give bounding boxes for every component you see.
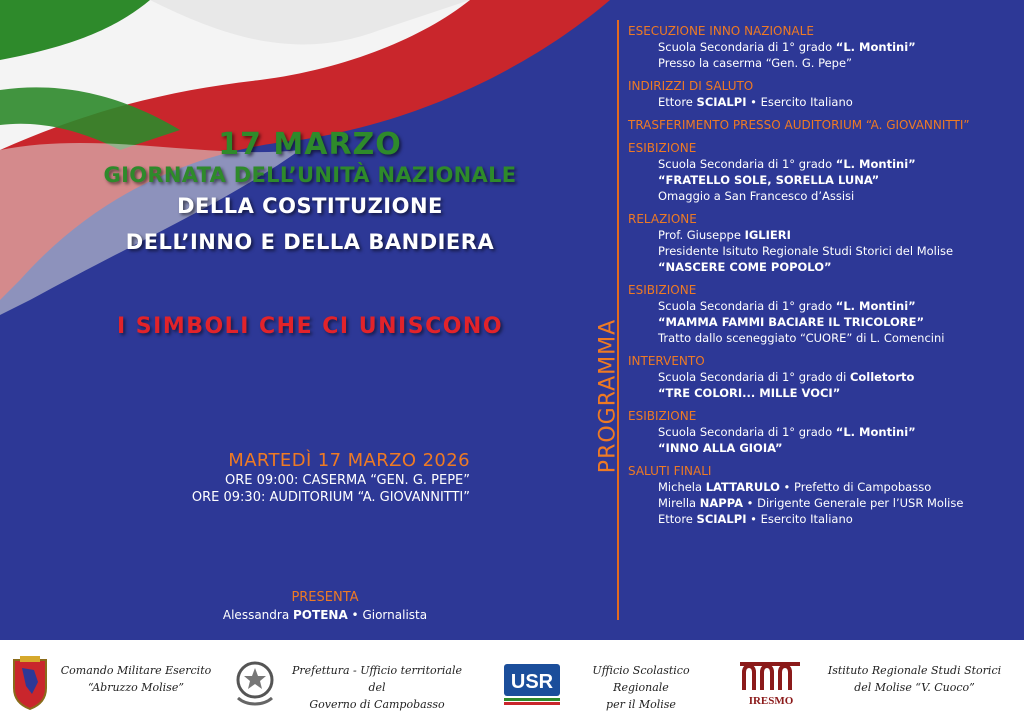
program-line xyxy=(658,298,1018,314)
program-section xyxy=(628,354,1018,401)
program-line-pre: Scuola Secondaria di 1° grado xyxy=(658,157,836,171)
program-section xyxy=(628,79,1018,110)
program-section xyxy=(628,141,1018,204)
program-line xyxy=(658,188,1018,204)
program-line-bold: LATTARULO xyxy=(705,480,780,494)
program-section xyxy=(628,283,1018,346)
program-line-post: • Esercito Italiano xyxy=(746,512,853,526)
date-title: 17 MARZO xyxy=(218,127,402,162)
org-prefecture-line1: Prefettura - Ufficio territoriale del xyxy=(292,664,462,694)
iresmo-logo-icon xyxy=(738,654,804,710)
iresmo-logo-text: IRESMO xyxy=(748,695,794,707)
program-line-bold: “L. Montini” xyxy=(835,425,916,439)
program-line-bold: “NASCERE COME POPOLO” xyxy=(658,260,832,274)
program-section-title: INTERVENTO xyxy=(628,354,705,368)
program-line-bold: “L. Montini” xyxy=(835,40,916,54)
program-line-bold: “TRE COLORI... MILLE VOCI” xyxy=(658,386,841,400)
program-line xyxy=(658,511,1018,527)
program-line xyxy=(658,369,1018,385)
program-line xyxy=(658,330,1018,346)
program-line xyxy=(658,172,1018,188)
title-block xyxy=(30,128,590,260)
org-prefecture-line2: Governo di Campobasso xyxy=(309,698,445,711)
presenter-label: PRESENTA xyxy=(291,590,359,605)
event-date: MARTEDÌ 17 MARZO 2026 xyxy=(228,450,470,471)
footer-logos xyxy=(0,640,1024,724)
program-line-bold: “L. Montini” xyxy=(835,157,916,171)
program-line xyxy=(658,259,1018,275)
program-line-bold: NAPPA xyxy=(699,496,743,510)
program-line xyxy=(658,495,1018,511)
separator: • xyxy=(347,608,363,622)
army-crest-icon xyxy=(10,654,50,710)
program-line-pre: Michela xyxy=(658,480,706,494)
org-iresmo-line2: del Molise “V. Cuoco” xyxy=(854,681,975,694)
org-army-line1: Comando Militare Esercito xyxy=(60,664,212,677)
program-section xyxy=(628,212,1018,275)
program-list xyxy=(628,24,1018,535)
program-section xyxy=(628,118,1018,133)
presenter-first-name: Alessandra xyxy=(222,608,290,622)
program-line-bold: “L. Montini” xyxy=(835,299,916,313)
program-line-pre: Scuola Secondaria di 1° grado di xyxy=(658,370,850,384)
program-line xyxy=(658,243,1018,259)
event-details xyxy=(150,450,470,506)
program-line xyxy=(658,440,1018,456)
program-section xyxy=(628,464,1018,527)
program-line-pre: Scuola Secondaria di 1° grado xyxy=(658,425,836,439)
program-line-pre: Ettore xyxy=(658,512,697,526)
program-section-title: ESECUZIONE INNO NAZIONALE xyxy=(628,24,814,38)
org-usr-line2: per il Molise xyxy=(606,698,676,711)
usr-logo-icon xyxy=(502,654,562,710)
program-line-bold: SCIALPI xyxy=(696,95,747,109)
presenter-last-name: POTENA xyxy=(293,608,348,622)
program-section-title: INDIRIZZI DI SALUTO xyxy=(628,79,754,93)
usr-logo-text: USR xyxy=(510,671,554,693)
motto: I SIMBOLI CHE CI UNISCONO xyxy=(116,314,504,339)
program-section-title: ESIBIZIONE xyxy=(628,283,697,297)
anthem-flag-line: DELL’INNO E DELLA BANDIERA xyxy=(125,230,495,254)
program-line-bold: “FRATELLO SOLE, SORELLA LUNA” xyxy=(658,173,880,187)
program-line xyxy=(658,55,1018,71)
program-line xyxy=(658,424,1018,440)
republic-emblem-icon xyxy=(232,654,278,710)
program-line-pre: Prof. Giuseppe xyxy=(658,228,745,242)
program-line xyxy=(658,156,1018,172)
org-army-line2: “Abruzzo Molise” xyxy=(88,681,184,694)
program-line-bold: Colletorto xyxy=(849,370,915,384)
presenter-role: Giornalista xyxy=(362,608,428,622)
program-line xyxy=(658,227,1018,243)
org-usr-line1: Ufficio Scolastico Regionale xyxy=(592,664,690,694)
program-line xyxy=(658,314,1018,330)
program-line xyxy=(658,479,1018,495)
event-time-1: ORE 09:00: CASERMA “GEN. G. PEPE” xyxy=(224,473,470,488)
program-line-bold: “INNO ALLA GIOIA” xyxy=(658,441,783,455)
presenter-block xyxy=(200,590,450,624)
program-section xyxy=(628,409,1018,456)
national-unity-subtitle: GIORNATA DELL’UNITÀ NAZIONALE xyxy=(103,163,517,187)
program-line-pre: Scuola Secondaria di 1° grado xyxy=(658,299,836,313)
program-line-post: • Esercito Italiano xyxy=(746,95,853,109)
program-section-title: RELAZIONE xyxy=(628,212,697,226)
program-section-title: ESIBIZIONE xyxy=(628,141,697,155)
presenter-name xyxy=(200,606,450,624)
program-line-post: • Prefetto di Campobasso xyxy=(779,480,932,494)
program-line-bold: “MAMMA FAMMI BACIARE IL TRICOLORE” xyxy=(658,315,925,329)
program-section-title: SALUTI FINALI xyxy=(628,464,712,478)
org-iresmo xyxy=(812,662,1017,696)
program-line-post: • Dirigente Generale per l’USR Molise xyxy=(743,496,964,510)
program-line-pre: Ettore xyxy=(658,95,697,109)
program-line-bold: SCIALPI xyxy=(696,512,747,526)
program-section-title: ESIBIZIONE xyxy=(628,409,697,423)
program-line xyxy=(658,385,1018,401)
program-line-bold: IGLIERI xyxy=(744,228,791,242)
program-line-pre: Scuola Secondaria di 1° grado xyxy=(658,40,836,54)
program-line-pre: Mirella xyxy=(658,496,700,510)
org-prefecture xyxy=(282,662,472,713)
org-usr xyxy=(566,662,716,713)
program-section-title: TRASFERIMENTO PRESSO AUDITORIUM “A. GIOVANNITTI” xyxy=(628,118,970,132)
event-time-2: ORE 09:30: AUDITORIUM “A. GIOVANNITTI” xyxy=(191,490,470,505)
program-line-pre: Omaggio a San Francesco d’Assisi xyxy=(658,189,855,203)
program-line xyxy=(658,94,1018,110)
program-line-pre: Presso la caserma “Gen. G. Pepe” xyxy=(658,56,853,70)
program-line xyxy=(658,39,1018,55)
program-line-pre: Presidente Isituto Regionale Studi Storici del Molise xyxy=(658,244,954,258)
program-line-pre: Tratto dallo sceneggiato “CUORE” di L. Comencini xyxy=(658,331,945,345)
constitution-line: DELLA COSTITUZIONE xyxy=(177,194,443,218)
program-section xyxy=(628,24,1018,71)
org-army xyxy=(56,662,216,696)
org-iresmo-line1: Istituto Regionale Studi Storici xyxy=(827,664,1002,677)
program-label: PROGRAMMA xyxy=(595,318,621,474)
